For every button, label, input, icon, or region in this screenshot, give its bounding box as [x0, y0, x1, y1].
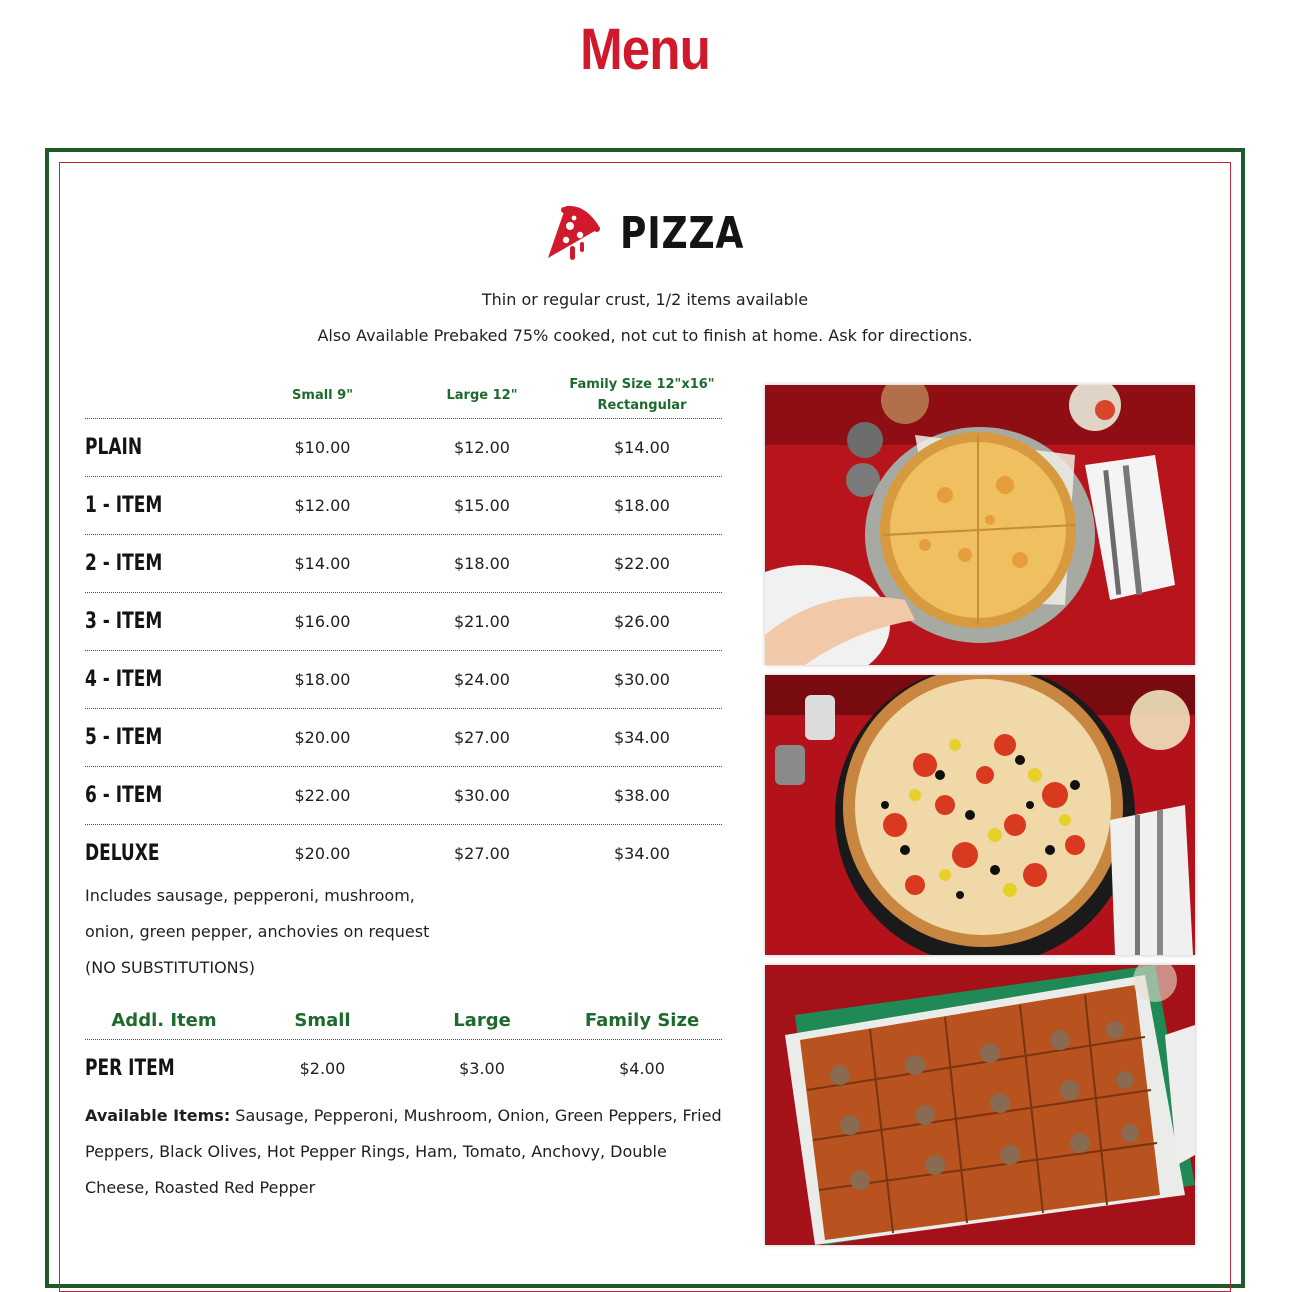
addl-price-family: $4.00 [619, 1058, 665, 1078]
price-small: $12.00 [294, 496, 351, 515]
deluxe-note-line: Includes sausage, pepperoni, mushroom, [85, 886, 415, 905]
addl-header-item: Addl. Item [111, 1010, 217, 1031]
price-row [85, 477, 722, 535]
header-large: Large 12" [446, 387, 518, 403]
addl-price-large: $3.00 [459, 1058, 505, 1078]
price-row [85, 651, 722, 709]
price-family: $34.00 [614, 728, 670, 747]
addl-header-small: Small [294, 1010, 351, 1031]
price-small: $20.00 [294, 844, 351, 863]
price-large: $27.00 [454, 728, 510, 747]
header-family-line2: Rectangular [597, 398, 687, 413]
price-large: $15.00 [454, 496, 510, 515]
price-row [85, 825, 722, 882]
price-table-header [85, 372, 722, 419]
section-subtitle-prebaked: Also Available Prebaked 75% cooked, not cut to finish at home. Ask for directions. [317, 326, 973, 345]
pizza-slice-icon [540, 200, 602, 266]
available-items-label: Available Items: [85, 1106, 231, 1125]
photo-supreme-pizza [765, 675, 1195, 955]
price-large: $30.00 [454, 786, 510, 805]
price-family: $30.00 [614, 670, 670, 689]
additional-item-table [85, 1002, 722, 1096]
price-small: $22.00 [294, 786, 351, 805]
additional-item-header [85, 1002, 722, 1040]
additional-item-row [85, 1040, 722, 1096]
price-row [85, 709, 722, 767]
header-family [562, 374, 722, 416]
price-row-name: 1 - ITEM [85, 493, 163, 518]
price-table [85, 372, 722, 882]
price-row [85, 767, 722, 825]
available-items [85, 1098, 730, 1206]
price-small: $16.00 [294, 612, 351, 631]
section-title: PIZZA [620, 207, 745, 259]
price-row-name: 4 - ITEM [85, 667, 163, 692]
price-large: $12.00 [454, 438, 510, 457]
addl-header-large: Large [453, 1010, 511, 1031]
price-row-name: 3 - ITEM [85, 609, 163, 634]
price-large: $18.00 [454, 554, 510, 573]
price-large: $21.00 [454, 612, 510, 631]
price-row-name: 2 - ITEM [85, 551, 163, 576]
price-row-name: PLAIN [85, 435, 143, 460]
header-small: Small 9" [292, 387, 353, 403]
addl-price-small: $2.00 [299, 1058, 346, 1078]
price-family: $26.00 [614, 612, 670, 631]
photo-rectangular-pizza [765, 965, 1195, 1245]
deluxe-note [85, 878, 505, 986]
price-small: $10.00 [294, 438, 351, 457]
price-row-name: 5 - ITEM [85, 725, 163, 750]
addl-header-family: Family Size [584, 1010, 700, 1031]
price-family: $14.00 [614, 438, 670, 457]
price-row [85, 535, 722, 593]
price-family: $18.00 [614, 496, 670, 515]
price-large: $24.00 [454, 670, 510, 689]
price-row [85, 419, 722, 477]
price-family: $34.00 [614, 844, 670, 863]
page-title: Menu [580, 17, 710, 82]
price-row-name: 6 - ITEM [85, 783, 163, 808]
price-family: $38.00 [614, 786, 670, 805]
price-family: $22.00 [614, 554, 670, 573]
deluxe-note-line: (NO SUBSTITUTIONS) [85, 958, 256, 977]
price-small: $14.00 [294, 554, 351, 573]
header-family-line1: Family Size 12"x16" [569, 377, 715, 392]
section-header [0, 200, 1290, 266]
section-subtitle: Thin or regular crust, 1/2 items available [481, 290, 809, 309]
price-row-name: DELUXE [85, 841, 160, 866]
deluxe-note-line: onion, green pepper, anchovies on request [85, 922, 430, 941]
price-row [85, 593, 722, 651]
photo-cheese-pizza [765, 385, 1195, 665]
price-small: $20.00 [294, 728, 351, 747]
available-items-text: Sausage, Pepperoni, Mushroom, Onion, Green Peppers, Fried Peppers, Black Olives, Hot Pepper Rings, Ham, Tomato, Anchovy, Double Cheese, Roasted Red Pepper [85, 1106, 722, 1197]
price-small: $18.00 [294, 670, 351, 689]
price-large: $27.00 [454, 844, 510, 863]
addl-row-name: PER ITEM [85, 1055, 175, 1081]
